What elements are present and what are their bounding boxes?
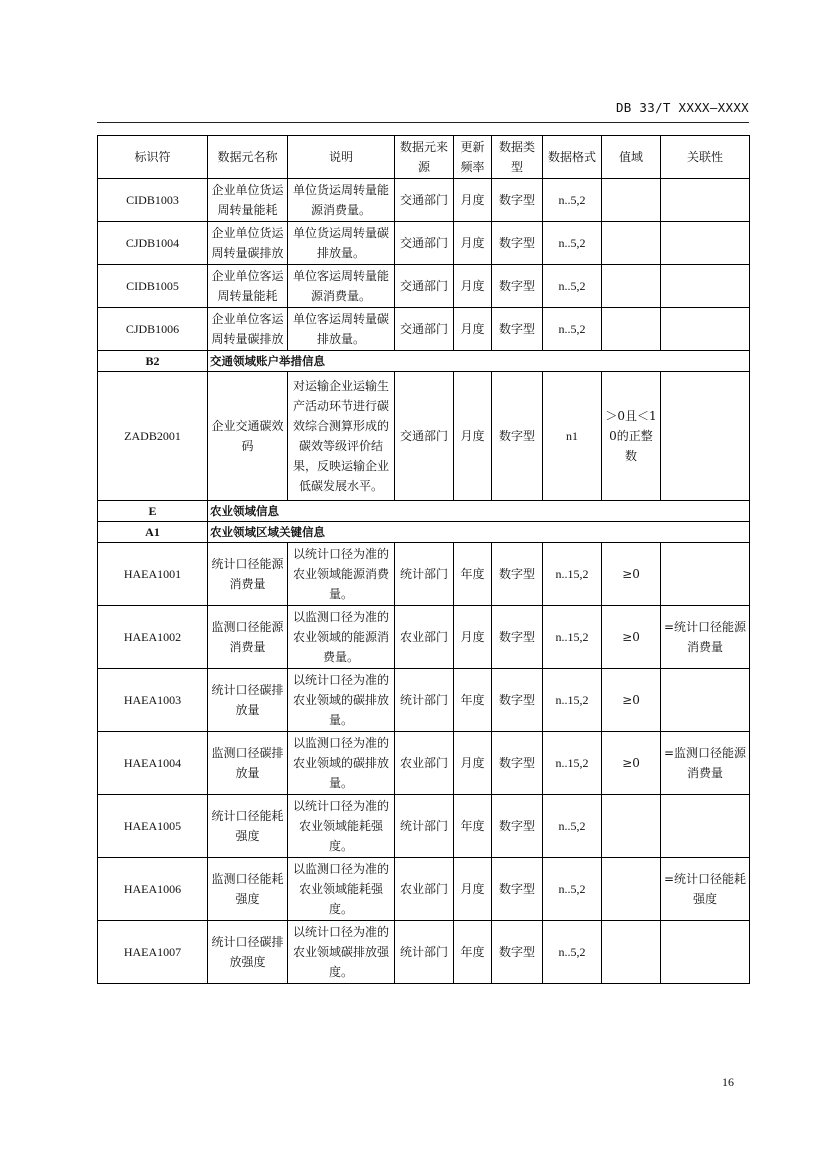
cell-rel xyxy=(661,921,750,984)
cell-rel xyxy=(661,222,750,265)
cell-freq: 月度 xyxy=(454,732,492,795)
cell-rel xyxy=(661,308,750,351)
section-title: 农业领域区域关键信息 xyxy=(208,522,750,543)
cell-range xyxy=(602,921,661,984)
cell-source: 交通部门 xyxy=(395,308,454,351)
cell-source: 统计部门 xyxy=(395,795,454,858)
cell-name: 统计口径碳排放量 xyxy=(208,669,288,732)
cell-range xyxy=(602,795,661,858)
cell-format: n..5,2 xyxy=(543,858,602,921)
cell-name: 企业单位客运周转量能耗 xyxy=(208,265,288,308)
section-row xyxy=(98,501,750,522)
cell-freq: 年度 xyxy=(454,795,492,858)
cell-format: n..5,2 xyxy=(543,265,602,308)
cell-desc: 单位客运周转量能源消费量。 xyxy=(288,265,395,308)
table-row xyxy=(98,606,750,669)
table-row xyxy=(98,858,750,921)
column-header: 说明 xyxy=(288,136,395,179)
cell-freq: 月度 xyxy=(454,265,492,308)
cell-rel xyxy=(661,669,750,732)
cell-type: 数字型 xyxy=(492,265,543,308)
column-header: 数据类型 xyxy=(492,136,543,179)
table-body xyxy=(98,179,750,984)
cell-type: 数字型 xyxy=(492,543,543,606)
cell-format: n..5,2 xyxy=(543,795,602,858)
cell-freq: 月度 xyxy=(454,606,492,669)
cell-type: 数字型 xyxy=(492,222,543,265)
column-header: 标识符 xyxy=(98,136,208,179)
cell-source: 统计部门 xyxy=(395,921,454,984)
cell-format: n..15,2 xyxy=(543,732,602,795)
cell-range: ≥0 xyxy=(602,543,661,606)
cell-name: 监测口径能耗强度 xyxy=(208,858,288,921)
cell-source: 交通部门 xyxy=(395,222,454,265)
section-id: B2 xyxy=(98,351,208,372)
cell-format: n1 xyxy=(543,372,602,501)
table-row xyxy=(98,222,750,265)
table-row xyxy=(98,372,750,501)
cell-rel: =监测口径能源消费量 xyxy=(661,732,750,795)
cell-source: 农业部门 xyxy=(395,606,454,669)
cell-id: ZADB2001 xyxy=(98,372,208,501)
cell-name: 监测口径碳排放量 xyxy=(208,732,288,795)
cell-desc: 以统计口径为准的农业领域的碳排放量。 xyxy=(288,669,395,732)
cell-range xyxy=(602,265,661,308)
column-header: 值域 xyxy=(602,136,661,179)
cell-name: 统计口径能源消费量 xyxy=(208,543,288,606)
cell-range xyxy=(602,222,661,265)
cell-type: 数字型 xyxy=(492,606,543,669)
cell-freq: 月度 xyxy=(454,179,492,222)
cell-id: HAEA1006 xyxy=(98,858,208,921)
section-row xyxy=(98,351,750,372)
cell-format: n..5,2 xyxy=(543,308,602,351)
cell-desc: 以统计口径为准的农业领域碳排放强度。 xyxy=(288,921,395,984)
cell-rel xyxy=(661,179,750,222)
cell-rel xyxy=(661,372,750,501)
cell-source: 交通部门 xyxy=(395,179,454,222)
page-number: 16 xyxy=(722,1075,734,1089)
cell-freq: 年度 xyxy=(454,669,492,732)
section-title: 交通领域账户举措信息 xyxy=(208,351,750,372)
cell-format: n..15,2 xyxy=(543,669,602,732)
cell-format: n..5,2 xyxy=(543,921,602,984)
cell-id: HAEA1004 xyxy=(98,732,208,795)
cell-source: 统计部门 xyxy=(395,669,454,732)
cell-format: n..5,2 xyxy=(543,222,602,265)
cell-type: 数字型 xyxy=(492,858,543,921)
cell-desc: 以监测口径为准的农业领域能耗强度。 xyxy=(288,858,395,921)
table-row xyxy=(98,795,750,858)
cell-range xyxy=(602,179,661,222)
cell-type: 数字型 xyxy=(492,179,543,222)
cell-rel xyxy=(661,795,750,858)
table-row xyxy=(98,732,750,795)
cell-rel: =统计口径能源消费量 xyxy=(661,606,750,669)
cell-source: 统计部门 xyxy=(395,543,454,606)
cell-type: 数字型 xyxy=(492,669,543,732)
cell-name: 统计口径能耗强度 xyxy=(208,795,288,858)
cell-range: ＞0且＜10的正整数 xyxy=(602,372,661,501)
cell-type: 数字型 xyxy=(492,921,543,984)
cell-source: 交通部门 xyxy=(395,265,454,308)
cell-id: CIDB1005 xyxy=(98,265,208,308)
cell-source: 农业部门 xyxy=(395,732,454,795)
cell-type: 数字型 xyxy=(492,795,543,858)
table-header-row xyxy=(98,136,750,179)
cell-freq: 月度 xyxy=(454,858,492,921)
cell-rel xyxy=(661,543,750,606)
column-header: 数据元名称 xyxy=(208,136,288,179)
document-code: DB 33/T XXXX—XXXX xyxy=(615,100,749,115)
table-row xyxy=(98,543,750,606)
header-rule xyxy=(97,122,749,123)
table-row xyxy=(98,308,750,351)
cell-id: HAEA1005 xyxy=(98,795,208,858)
cell-desc: 以监测口径为准的农业领域的碳排放量。 xyxy=(288,732,395,795)
section-row xyxy=(98,522,750,543)
cell-rel xyxy=(661,265,750,308)
section-id: A1 xyxy=(98,522,208,543)
cell-type: 数字型 xyxy=(492,372,543,501)
cell-desc: 以统计口径为准的农业领域能源消费量。 xyxy=(288,543,395,606)
cell-name: 企业单位货运周转量能耗 xyxy=(208,179,288,222)
column-header: 更新频率 xyxy=(454,136,492,179)
cell-format: n..5,2 xyxy=(543,179,602,222)
cell-freq: 月度 xyxy=(454,222,492,265)
cell-id: CJDB1004 xyxy=(98,222,208,265)
column-header: 关联性 xyxy=(661,136,750,179)
cell-desc: 以统计口径为准的农业领域能耗强度。 xyxy=(288,795,395,858)
table-row xyxy=(98,669,750,732)
column-header: 数据格式 xyxy=(543,136,602,179)
cell-id: HAEA1007 xyxy=(98,921,208,984)
section-id: E xyxy=(98,501,208,522)
cell-range: ≥0 xyxy=(602,669,661,732)
data-element-table xyxy=(97,135,750,984)
cell-type: 数字型 xyxy=(492,308,543,351)
cell-desc: 单位货运周转量能源消费量。 xyxy=(288,179,395,222)
table-row xyxy=(98,179,750,222)
cell-desc: 单位客运周转量碳排放量。 xyxy=(288,308,395,351)
cell-freq: 月度 xyxy=(454,308,492,351)
cell-name: 监测口径能源消费量 xyxy=(208,606,288,669)
cell-range: ≥0 xyxy=(602,606,661,669)
column-header: 数据元来源 xyxy=(395,136,454,179)
cell-desc: 以监测口径为准的农业领域的能源消费量。 xyxy=(288,606,395,669)
section-title: 农业领域信息 xyxy=(208,501,750,522)
cell-freq: 年度 xyxy=(454,543,492,606)
cell-rel: =统计口径能耗强度 xyxy=(661,858,750,921)
cell-desc: 对运输企业运输生产活动环节进行碳效综合测算形成的碳效等级评价结果，反映运输企业低碳发展水平。 xyxy=(288,372,395,501)
cell-range xyxy=(602,858,661,921)
cell-id: CIDB1003 xyxy=(98,179,208,222)
cell-freq: 月度 xyxy=(454,372,492,501)
cell-desc: 单位货运周转量碳排放量。 xyxy=(288,222,395,265)
cell-range: ≥0 xyxy=(602,732,661,795)
cell-source: 农业部门 xyxy=(395,858,454,921)
cell-freq: 年度 xyxy=(454,921,492,984)
cell-name: 企业单位货运周转量碳排放 xyxy=(208,222,288,265)
cell-name: 企业交通碳效码 xyxy=(208,372,288,501)
cell-range xyxy=(602,308,661,351)
cell-id: HAEA1002 xyxy=(98,606,208,669)
cell-id: CJDB1006 xyxy=(98,308,208,351)
table-row xyxy=(98,265,750,308)
cell-format: n..15,2 xyxy=(543,606,602,669)
table-row xyxy=(98,921,750,984)
cell-id: HAEA1003 xyxy=(98,669,208,732)
cell-id: HAEA1001 xyxy=(98,543,208,606)
cell-source: 交通部门 xyxy=(395,372,454,501)
cell-name: 企业单位客运周转量碳排放 xyxy=(208,308,288,351)
cell-type: 数字型 xyxy=(492,732,543,795)
cell-format: n..15,2 xyxy=(543,543,602,606)
cell-name: 统计口径碳排放强度 xyxy=(208,921,288,984)
